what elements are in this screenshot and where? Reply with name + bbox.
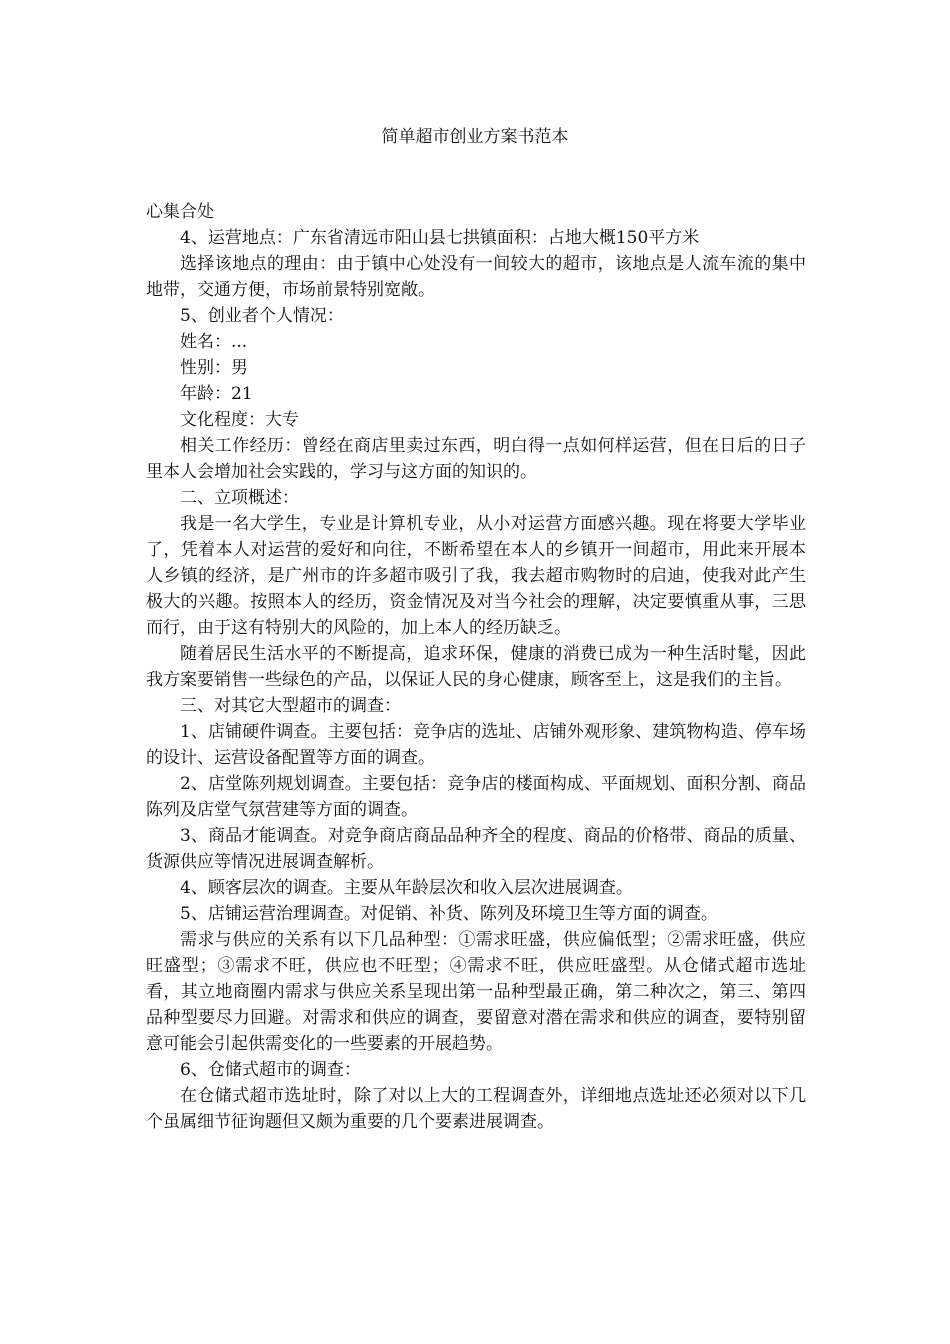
paragraph: 5、创业者个人情况： [180, 306, 344, 326]
paragraph: 4、顾客层次的调查。主要从年龄层次和收入层次进展调查。 [180, 878, 633, 898]
document-body [146, 199, 806, 1135]
paragraph: 随着居民生活水平的不断提高，追求环保，健康的消费已成为一种生活时髦，因此我方案要销售一些绿色的产品，以保证人民的身心健康，顾客至上，这是我们的主旨。 [146, 644, 806, 690]
paragraph: 我是一名大学生，专业是计算机专业，从小对运营方面感兴趣。现在将要大学毕业了，凭着本人对运营的爱好和向往，不断希望在本人的乡镇开一间超市，用此来开展本人乡镇的经济，是广州市的许多超市吸引了我，我去超市购物时的启迪，使我对此产生极大的兴趣。按照本人的经历，资金情况及对当今社会的理解，决定要慎重从事，三思而行，由于这有特别大的风险的，加上本人的经历缺乏。 [146, 514, 806, 638]
paragraph: 心集合处 [146, 202, 214, 222]
paragraph: 5、店铺运营治理调查。对促销、补货、陈列及环境卫生等方面的调查。 [180, 904, 718, 924]
paragraph: 选择该地点的理由：由于镇中心处没有一间较大的超市，该地点是人流车流的集中地带，交通方便，市场前景特别宽敞。 [146, 254, 806, 300]
paragraph: 年龄：21 [180, 384, 253, 404]
paragraph: 在仓储式超市选址时，除了对以上大的工程调查外，详细地点选址还必须对以下几个虽属细节征询题但又颇为重要的几个要素进展调查。 [146, 1086, 806, 1132]
paragraph: 1、店铺硬件调查。主要包括：竞争店的选址、店铺外观形象、建筑物构造、停车场的设计、运营设备配置等方面的调查。 [146, 722, 806, 768]
paragraph: 性别：男 [180, 358, 248, 378]
paragraph: 需求与供应的关系有以下几品种型：①需求旺盛，供应偏低型；②需求旺盛，供应旺盛型；③需求不旺，供应也不旺型；④需求不旺，供应旺盛型。从仓储式超市选址看，其立地商圈内需求与供应关系呈现出第一品种型最正确，第二种次之，第三、第四品种型要尽力回避。对需求和供应的调查，要留意对潜在需求和供应的调查，要特别留意可能会引起供需变化的一些要素的开展趋势。 [146, 930, 806, 1054]
paragraph: 二、立项概述： [180, 488, 299, 508]
document-title: 简单超市创业方案书范本 [381, 127, 569, 147]
paragraph: 3、商品才能调查。对竞争商店商品品种齐全的程度、商品的价格带、商品的质量、货源供应等情况进展调查解析。 [146, 826, 806, 872]
paragraph: 相关工作经历：曾经在商店里卖过东西，明白得一点如何样运营，但在日后的日子里本人会增加社会实践的，学习与这方面的知识的。 [146, 436, 806, 482]
paragraph: 姓名：... [180, 332, 248, 352]
paragraph: 三、对其它大型超市的调查： [180, 696, 401, 716]
paragraph: 6、仓储式超市的调查： [180, 1060, 361, 1080]
paragraph: 4、运营地点：广东省清远市阳山县七拱镇面积：占地大概150平方米 [180, 228, 700, 248]
paragraph: 2、店堂陈列规划调查。主要包括：竞争店的楼面构成、平面规划、面积分割、商品陈列及店堂气氛营建等方面的调查。 [146, 774, 806, 820]
paragraph: 文化程度：大专 [180, 410, 299, 430]
